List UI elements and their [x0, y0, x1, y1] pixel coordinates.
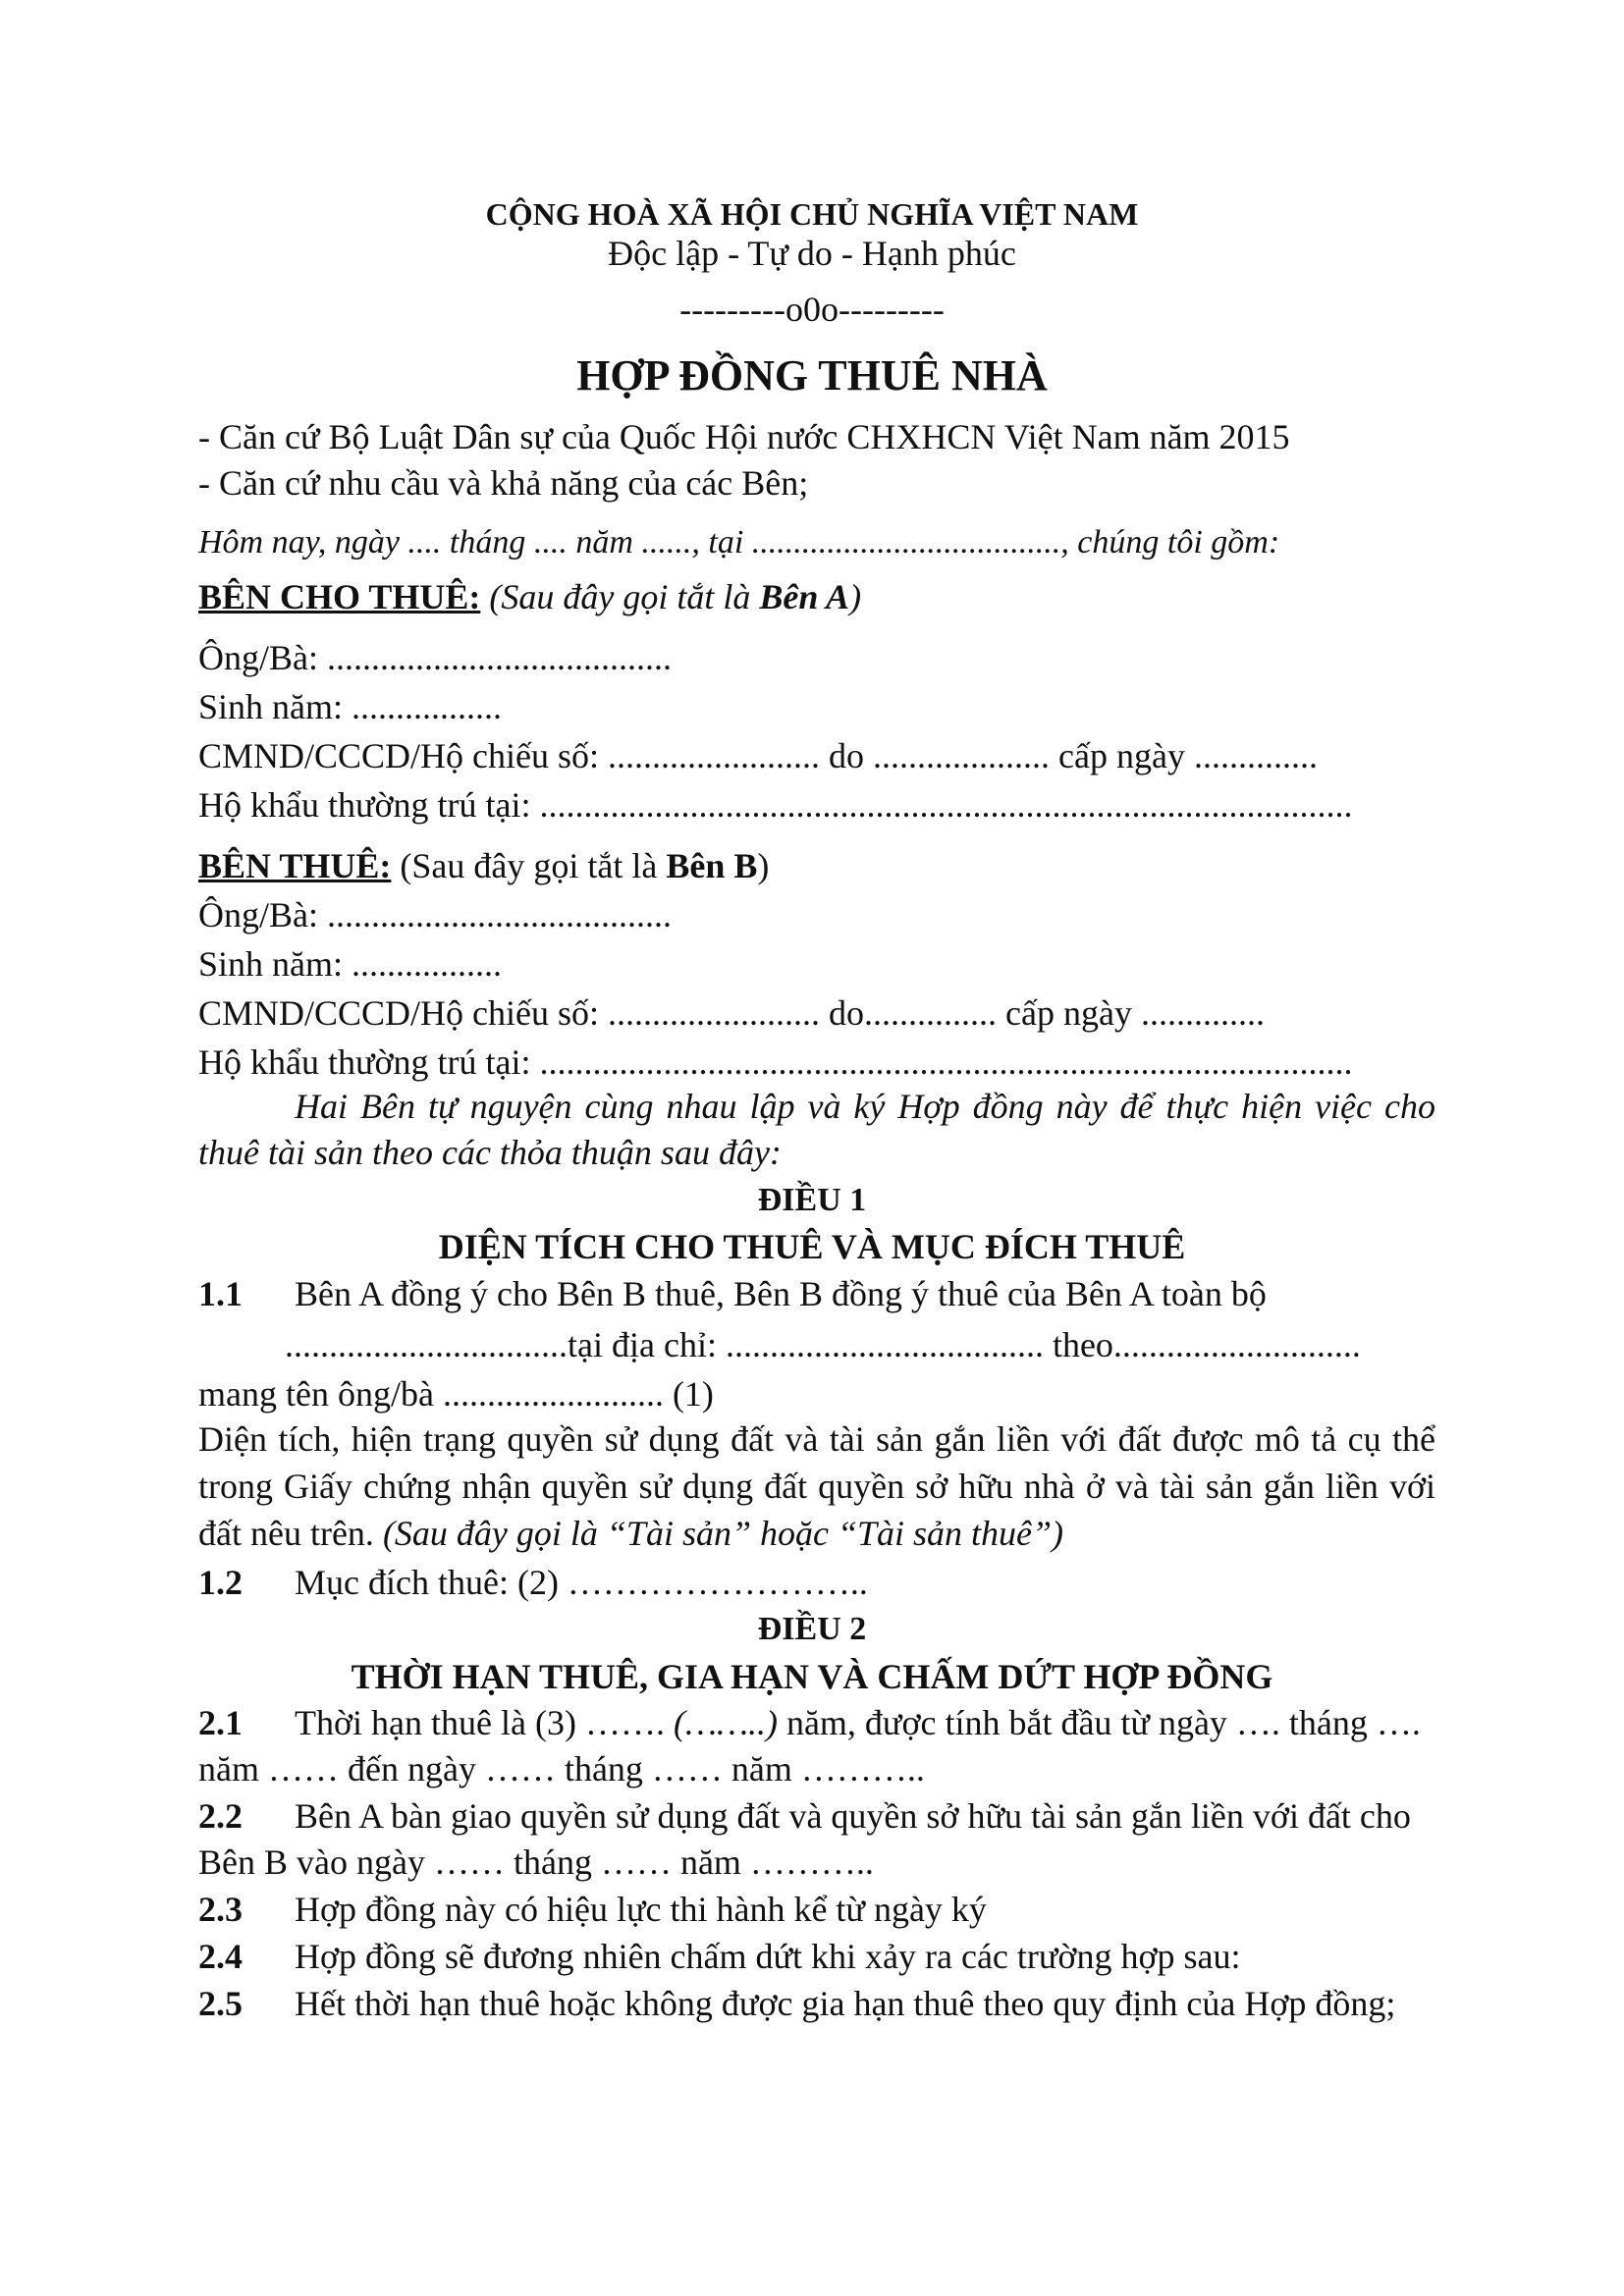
clause-2-1-line-2: năm …… đến ngày …… tháng …… năm ……….. — [198, 1749, 925, 1789]
article-1-desc-line-3 — [198, 1514, 1063, 1554]
party-b-heading-line — [198, 846, 769, 886]
today-line: Hôm nay, ngày .... tháng .... năm ......, tại ....................................., chúng tôi gồm: — [198, 524, 1280, 561]
clause-2-2-line-2: Bên B vào ngày …… tháng …… năm ……….. — [198, 1842, 874, 1882]
clause-2-1-number: 2.1 — [198, 1703, 243, 1742]
clause-2-5-number: 2.5 — [198, 1984, 243, 2023]
clause-2-4 — [198, 1937, 1240, 1977]
article-1-label: ĐIỀU 1 — [757, 1182, 867, 1218]
clause-1-1-text: Bên A đồng ý cho Bên B thuê, Bên B đồng ý thuê của Bên A toàn bộ — [295, 1274, 1267, 1313]
party-a-name-field: Ông/Bà: ....................................... — [198, 638, 672, 677]
document-title: HỢP ĐỒNG THUÊ NHÀ — [576, 351, 1048, 400]
clause-2-1-text-a: Thời hạn thuê là (3) ……. — [295, 1703, 674, 1742]
clause-2-1-text-b: (……..) — [673, 1703, 778, 1742]
agreement-line-2: thuê tài sản theo các thỏa thuận sau đây: — [198, 1133, 782, 1172]
party-b-name-field: Ông/Bà: ....................................... — [198, 895, 672, 934]
article-1-desc-line-2: trong Giấy chứng nhận quyền sử dụng đất quyền sở hữu nhà ở và tài sản gắn liền với — [198, 1467, 1435, 1506]
clause-2-3-number: 2.3 — [198, 1890, 243, 1929]
nation-header: CỘNG HOÀ XÃ HỘI CHỦ NGHĨA VIỆT NAM — [485, 196, 1139, 232]
party-b-note-prefix: (Sau đây gọi tắt là — [391, 846, 667, 885]
party-b-birth-field: Sinh năm: ................. — [198, 944, 503, 984]
clause-1-1-address: ................................tại địa chỉ: .................................... theo............................ — [285, 1325, 1361, 1364]
clause-2-2 — [198, 1796, 1411, 1837]
clause-1-2-number: 1.2 — [198, 1563, 243, 1602]
clause-2-4-text: Hợp đồng sẽ đương nhiên chấm dứt khi xảy ra các trường hợp sau: — [295, 1937, 1241, 1976]
party-a-note-suffix: ) — [849, 577, 862, 616]
clause-1-1-owner: mang tên ông/bà ......................... (1) — [198, 1374, 714, 1414]
party-a-address-field: Hộ khẩu thường trú tại: ............................................................................................ — [198, 785, 1353, 825]
clause-1-1-number: 1.1 — [198, 1274, 243, 1313]
party-a-note-prefix: (Sau đây gọi tắt là — [480, 577, 760, 616]
party-a-note-name: Bên A — [759, 577, 850, 616]
clause-2-5-text: Hết thời hạn thuê hoặc không được gia hạn thuê theo quy định của Hợp đồng; — [295, 1984, 1396, 2023]
motto: Độc lập - Tự do - Hạnh phúc — [608, 234, 1016, 273]
article-1-desc-note: (Sau đây gọi là “Tài sản” hoặc “Tài sản thuê”) — [382, 1514, 1064, 1553]
party-b-note-name: Bên B — [666, 846, 758, 885]
article-2-title: THỜI HẠN THUÊ, GIA HẠN VÀ CHẤM DỨT HỢP ĐỒNG — [351, 1657, 1273, 1696]
article-1-desc-line-1: Diện tích, hiện trạng quyền sử dụng đất và tài sản gắn liền với đất được mô tả cụ thể — [198, 1419, 1435, 1459]
party-b-heading: BÊN THUÊ: — [198, 846, 392, 885]
clause-2-4-number: 2.4 — [198, 1937, 243, 1976]
article-2-label: ĐIỀU 2 — [757, 1611, 867, 1647]
party-a-heading-line — [198, 577, 861, 617]
clause-1-1 — [198, 1274, 1267, 1314]
clause-2-3-text: Hợp đồng này có hiệu lực thi hành kể từ ngày ký — [295, 1890, 987, 1929]
basis-line-1: - Căn cứ Bộ Luật Dân sự của Quốc Hội nước CHXHCN Việt Nam năm 2015 — [198, 417, 1290, 456]
clause-2-2-number: 2.2 — [198, 1796, 243, 1836]
clause-1-2-text: Mục đích thuê: (2) …………………….. — [295, 1563, 868, 1602]
clause-2-1 — [198, 1703, 1421, 1743]
article-1-desc-text: đất nêu trên. — [198, 1514, 383, 1553]
clause-2-3 — [198, 1890, 987, 1930]
party-b-address-field: Hộ khẩu thường trú tại: ............................................................................................ — [198, 1042, 1353, 1082]
party-b-id-field: CMND/CCCD/Hộ chiếu số: ........................ do............... cấp ngày .............. — [198, 993, 1265, 1033]
header-separator: ---------o0o--------- — [679, 290, 945, 329]
clause-2-2-text: Bên A bàn giao quyền sử dụng đất và quyền sở hữu tài sản gắn liền với đất cho — [295, 1796, 1411, 1836]
clause-1-2 — [198, 1563, 868, 1603]
party-a-heading: BÊN CHO THUÊ: — [198, 577, 481, 616]
party-a-birth-field: Sinh năm: ................. — [198, 687, 503, 726]
basis-line-2: - Căn cứ nhu cầu và khả năng của các Bên; — [198, 463, 809, 503]
party-b-note-suffix: ) — [757, 846, 770, 885]
article-1-title: DIỆN TÍCH CHO THUÊ VÀ MỤC ĐÍCH THUÊ — [438, 1227, 1186, 1266]
clause-2-1-text-c: năm, được tính bắt đầu từ ngày …. tháng …. — [777, 1703, 1421, 1742]
clause-2-5 — [198, 1984, 1395, 2024]
party-a-id-field: CMND/CCCD/Hộ chiếu số: ........................ do .................... cấp ngày .............. — [198, 736, 1318, 775]
agreement-line-1: Hai Bên tự nguyện cùng nhau lập và ký Hợp đồng này để thực hiện việc cho — [295, 1087, 1435, 1126]
